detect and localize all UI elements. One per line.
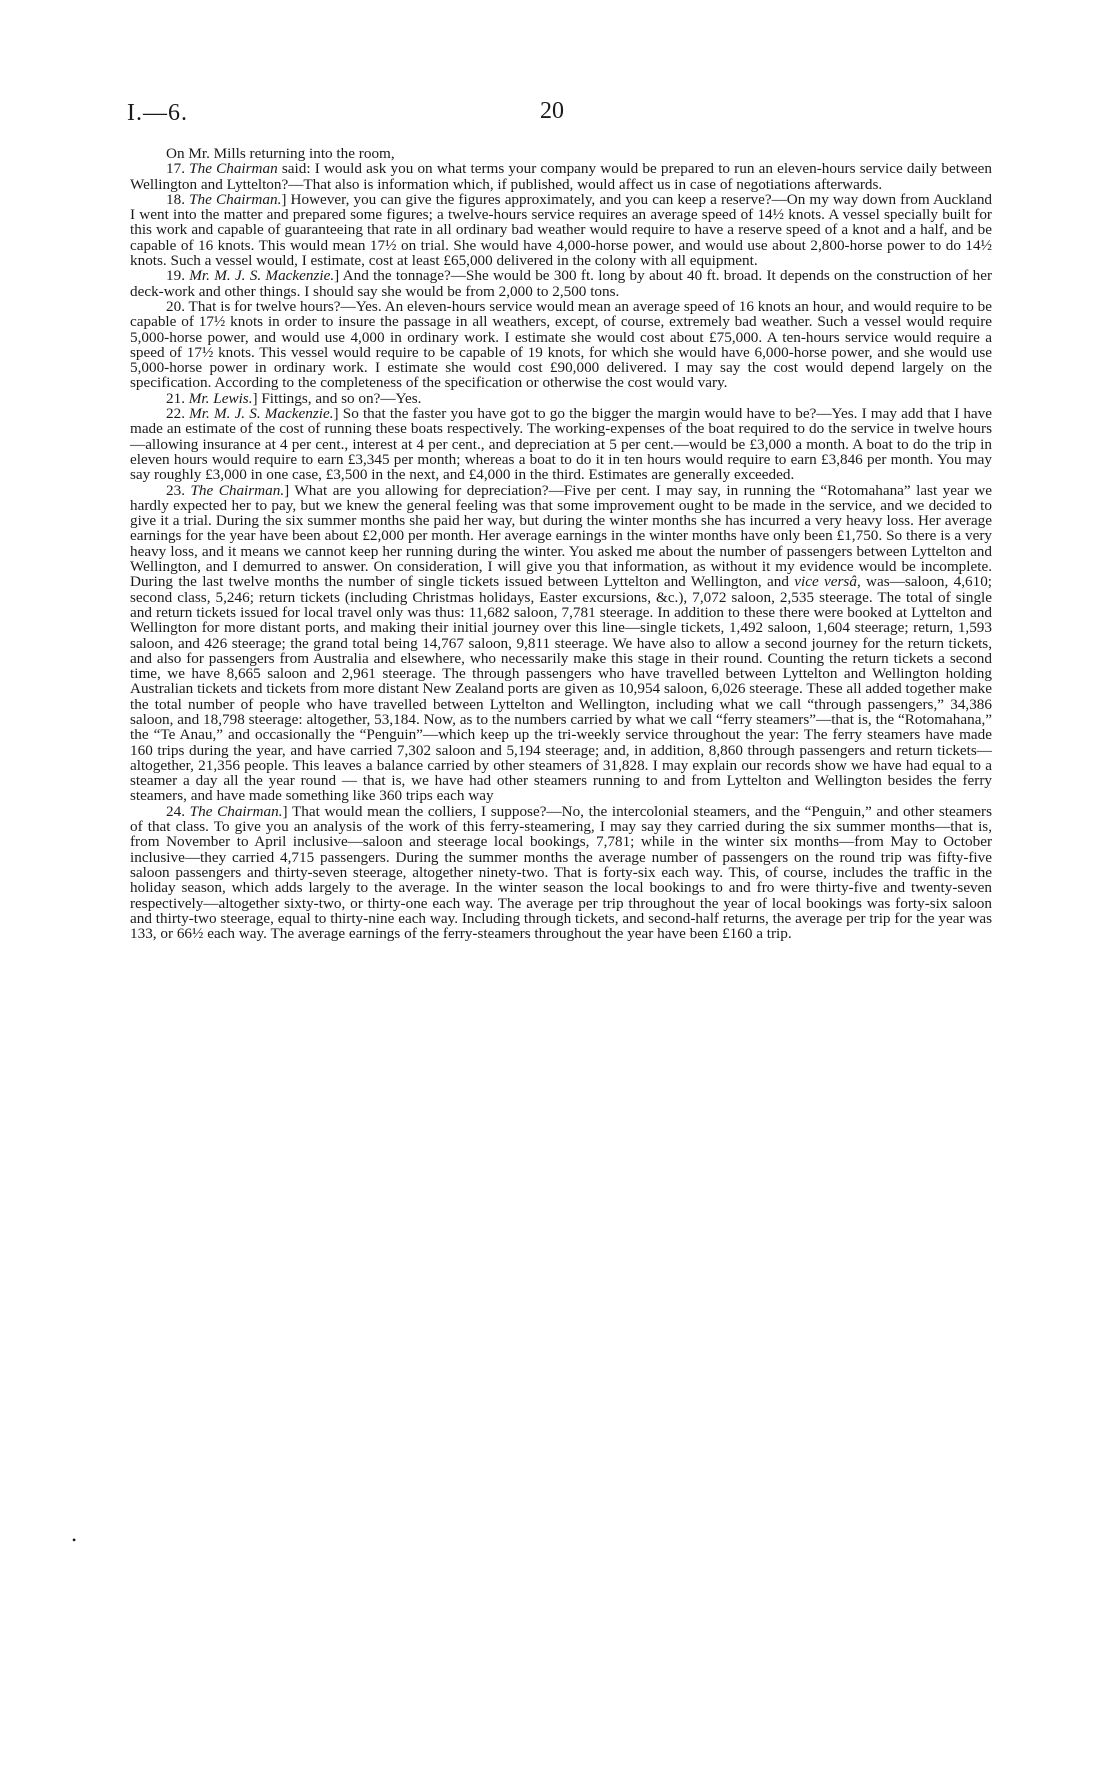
italic-run: The Chairman. — [190, 481, 285, 499]
italic-run: The Chairman — [189, 160, 278, 178]
text-run: On Mr. Mills returning into the room, — [166, 145, 395, 162]
paragraph-2 — [130, 192, 992, 268]
text-run: ] That would mean the colliers, I suppose?—No, the intercolonial steamers, and the “Penguin,” and other steamers of that class. To give you an analysis of the work of this ferry-steamering, I may say they carried during the six summer months—that is, from November to April inclusive—saloon and steerage local bookings, 7,781; while in the winter six months—from May to October inclusive—they carried 4,715 passengers. During the summer months the average number of passengers on the round trip was fifty-five saloon passengers and thirty-seven steerage, altogether ninety-two. That is forty-six each way. This, of course, includes the traffic in the holiday season, which adds largely to the average. In the winter season the local bookings to and fro were thirty-five and twenty-seven respectively—altogether sixty-two, or thirty-one each way. The average per trip throughout the year of local bookings was forty-six saloon and thirty-two steerage, equal to thirty-nine each way. Including through tickets, and second-half returns, the average per trip for the year was 133, or 66½ each way. The average earnings of the ferry-steamers throughout the year have been £160 a trip. — [130, 802, 993, 943]
report-reference: I.—6. — [127, 100, 188, 126]
italic-run: Mr. M. J. S. Mackenzie. — [189, 405, 334, 423]
text-run: 21. — [166, 389, 189, 407]
text-run: 18. — [166, 190, 190, 208]
italic-run: The Chairman. — [189, 802, 283, 820]
italic-run: The Chairman. — [189, 190, 282, 208]
text-run: 20. That is for twelve hours?—Yes. An eleven-hours service would mean an average speed of 16 knots an hour, and would require to be capable of 17½ knots in order to insure the passage in all weathers, except, of course, extremely bad weather. Such a vessel would require 5,000-horse power, and would use 4,000 in ordinary work. I estimate she would cost about £75,000. A ten-hours service would require a speed of 17½ knots. This vessel would require to be capable of 19 knots, for which she would have 6,000-horse power, and she would use 5,000-horse power in ordinary work. I estimate she would cost £90,000 delivered. I may say the cost would depend largely on the specification. According to the completeness of the specification or otherwise the cost would vary. — [130, 297, 992, 392]
text-run: 19. — [166, 267, 190, 285]
paragraph-0 — [130, 146, 992, 161]
paragraph-3 — [130, 268, 992, 299]
text-run: ] What are you allowing for depreciation?—Five per cent. I may say, in running the “Rotomahana” last year we hardly expected her to pay, but we knew the general feeling was that some improvement ought to be made in the service, and we decided to give it a trial. During the six summer months she paid her way, but during the winter months she has incurred a very heavy loss. Her average earnings for the year have been about £2,000 per month. Her average earnings in the winter months have only been £1,750. So there is a very heavy loss, and it means we cannot keep her running during the winter. You asked me about the number of passengers between Lyttelton and Wellington, and I demurred to answer. On consideration, I will give you that information, as without it my evidence would be incomplete. During the last twelve months the number of single tickets issued between Lyttelton and Wellington, and — [130, 481, 993, 591]
paragraph-8 — [130, 804, 992, 942]
page-number: 20 — [540, 98, 564, 124]
italic-run: Mr. Lewis. — [188, 389, 253, 407]
text-run: ] So that the faster you have got to go the bigger the margin would have to be?—Yes. I may add that I have made an estimate of the cost of running these boats respectively. The working-expenses of the boat required to do the service in twelve hours—allowing insurance at 4 per cent., interest at 4 per cent., and depreciation at 5 per cent.—would be £3,000 a month. A boat to do the trip in eleven hours would require to earn £3,345 per month; whereas a boat to do it in ten hours would require to earn £3,846 per month. You may say roughly £3,000 in one case, £3,500 in the next, and £4,000 in the third. Estimates are generally exceeded. — [130, 405, 992, 484]
italic-run: Mr. M. J. S. Mackenzie. — [189, 267, 335, 285]
paragraph-6 — [130, 406, 992, 482]
italic-run: vice versâ — [794, 573, 857, 591]
margin-mark: • — [72, 1533, 77, 1547]
text-run: 24. — [166, 802, 190, 820]
text-run: , was—saloon, 4,610; second class, 5,246; return tickets (including Christmas holidays, Easter excursions, &c.), 7,072 saloon, 2,535 steerage. The total of single and return tickets issued for local travel only was thus: 11,682 saloon, 7,781 steerage. In addition to these there were booked at Lyttelton and Wellington for more distant ports, and making their initial journey over this line—single tickets, 1,492 saloon, 1,604 steerage; return, 1,593 saloon, and 426 steerage; the grand total being 14,767 saloon, 9,811 steerage. We have also to allow a second journey for the return tickets, and also for passengers from Australia and elsewhere, who necessarily make this stage in their round. Counting the return tickets a second time, we have 8,665 saloon and 2,961 steerage. The through passengers who have travelled between Lyttelton and Wellington holding Australian tickets and tickets from more distant New Zealand ports are given as 10,954 saloon, 6,026 steerage. These all added together make the total number of people who have travelled between Lyttelton and Wellington, including what we call “through passengers,” 34,386 saloon, and 18,798 steerage: altogether, 53,184. Now, as to the numbers carried by what we call “ferry steamers”—that is, the “Rotomahana,” the “Te Anau,” and occasionally the “Penguin”—which keep up the tri-weekly service throughout the year: The ferry steamers have made 160 trips during the year, and have carried 7,302 saloon and 5,194 steerage; and, in addition, 8,860 through passengers and return tickets—altogether, 21,356 people. This leaves a balance carried by other steamers of 31,828. I may explain our records show we have had equal to a steamer a day all the year round — that is, we have had other steamers running to and from Lyttelton and Wellington besides the ferry steamers, and have made something like 360 trips each way — [130, 573, 993, 805]
text-run: 22. — [166, 405, 190, 423]
paragraph-5 — [130, 391, 992, 406]
document-body — [130, 146, 992, 941]
text-run: ] Fittings, and so on?—Yes. — [252, 389, 422, 407]
paragraph-7 — [130, 483, 992, 804]
text-run: ] However, you can give the figures approximately, and you can keep a reserve?—On my way down from Auckland I went into the matter and prepared some figures; a twelve-hours service requires an average speed of 14½ knots. A vessel specially built for this work and capable of guaranteeing that rate in all ordinary bad weather would require to have a reserve speed of a knot and a half, and be capable of 16 knots. This would mean 17½ on trial. She would have 4,000-horse power, and would use about 2,800-horse power to do 14½ knots. Such a vessel would, I estimate, cost at least £65,000 delivered in the colony with all equipment. — [130, 190, 993, 270]
text-run: ] And the tonnage?—She would be 300 ft. long by about 40 ft. broad. It depends on the construction of her deck-work and other things. I should say she would be from 2,000 to 2,500 tons. — [130, 267, 993, 300]
text-run: said: I would ask you on what terms your company would be prepared to run an eleven-hours service daily between Wellington and Lyttelton?—That also is information which, if published, would affect us in case of negotiations afterwards. — [130, 160, 993, 193]
paragraph-4 — [130, 299, 992, 391]
text-run: 17. — [166, 160, 190, 178]
text-run: 23. — [166, 481, 191, 499]
paragraph-1 — [130, 161, 992, 192]
